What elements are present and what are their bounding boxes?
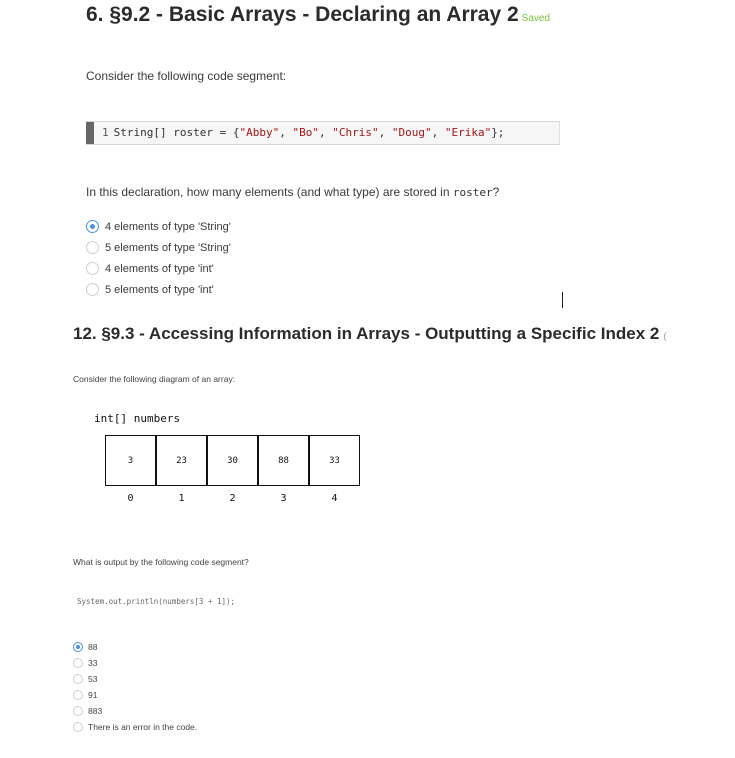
array-cell: 88 — [258, 435, 309, 486]
code-separator: , — [431, 126, 445, 139]
radio-button[interactable] — [73, 690, 83, 700]
array-label: int[] numbers — [94, 412, 181, 425]
array-cell: 23 — [156, 435, 207, 486]
code-snippet: System.out.println(numbers[3 + 1]); — [77, 597, 236, 606]
line-number: 1 — [102, 126, 109, 139]
code-string: "Bo" — [292, 126, 319, 139]
answer-option[interactable] — [86, 241, 231, 254]
code-string: "Chris" — [332, 126, 379, 139]
answer-option-label: 4 elements of type 'int' — [105, 262, 214, 275]
answer-option[interactable] — [86, 262, 214, 275]
code-line — [102, 126, 504, 139]
text-cursor — [562, 292, 563, 308]
radio-button[interactable] — [73, 674, 83, 684]
code-prefix: String[] roster = { — [113, 126, 240, 139]
array-index: 0 — [127, 493, 134, 504]
answer-option-label: 5 elements of type 'String' — [105, 241, 231, 254]
answer-option-label: 4 elements of type 'String' — [105, 220, 231, 233]
answer-option[interactable] — [73, 674, 97, 684]
radio-button[interactable] — [86, 262, 99, 275]
radio-button[interactable] — [73, 706, 83, 716]
code-string: "Abby" — [239, 126, 280, 139]
answer-option[interactable] — [73, 658, 97, 668]
answer-option-label: 53 — [88, 674, 98, 684]
answer-option[interactable] — [86, 283, 214, 296]
radio-button[interactable] — [73, 722, 83, 732]
answer-option[interactable] — [73, 690, 97, 700]
code-string: "Doug" — [391, 126, 432, 139]
radio-button[interactable] — [86, 241, 99, 254]
answer-option-label: 883 — [88, 706, 103, 716]
array-cell: 3 — [105, 435, 156, 486]
answer-option[interactable] — [73, 642, 97, 652]
radio-button[interactable] — [73, 658, 83, 668]
radio-button-selected[interactable] — [73, 642, 83, 652]
code-string: "Erika" — [444, 126, 492, 139]
answer-option-label: 91 — [88, 690, 98, 700]
answer-option[interactable] — [73, 722, 197, 732]
answer-option-label: 5 elements of type 'int' — [105, 283, 214, 296]
code-suffix: }; — [491, 126, 505, 139]
code-block — [86, 121, 560, 145]
question-ask: What is output by the following code segment? — [73, 557, 249, 567]
question-ask-end: ? — [492, 185, 500, 199]
code-block-accent-bar — [86, 122, 94, 144]
answer-option-label: There is an error in the code. — [88, 722, 198, 732]
radio-button-selected[interactable] — [86, 220, 99, 233]
radio-button[interactable] — [86, 283, 99, 296]
question-title — [73, 324, 666, 344]
question-title — [86, 3, 550, 27]
array-index: 1 — [178, 493, 185, 504]
saved-status: Saved — [521, 13, 551, 24]
answer-option-label: 88 — [88, 642, 98, 652]
array-cell: 33 — [309, 435, 360, 486]
question-prompt: Consider the following diagram of an array: — [73, 374, 236, 384]
question-title-text: 6. §9.2 - Basic Arrays - Declaring an Array 2 — [86, 3, 519, 26]
title-trailing-text: ( — [663, 331, 667, 341]
inline-code: roster — [452, 186, 493, 199]
answer-option[interactable] — [73, 706, 102, 716]
question-prompt: Consider the following code segment: — [86, 69, 287, 83]
code-separator: , — [318, 126, 333, 139]
array-index: 4 — [331, 493, 338, 504]
array-index: 3 — [280, 493, 287, 504]
code-separator: , — [378, 126, 392, 139]
question-title-text: 12. §9.3 - Accessing Information in Arrays - Outputting a Specific Index 2 — [73, 324, 660, 343]
question-ask — [86, 185, 499, 199]
question-ask-text: In this declaration, how many elements (and what type) are stored in — [86, 185, 453, 199]
array-index: 2 — [229, 493, 236, 504]
array-cell: 30 — [207, 435, 258, 486]
code-separator: , — [279, 126, 293, 139]
answer-option[interactable] — [86, 220, 231, 233]
answer-option-label: 33 — [88, 658, 98, 668]
